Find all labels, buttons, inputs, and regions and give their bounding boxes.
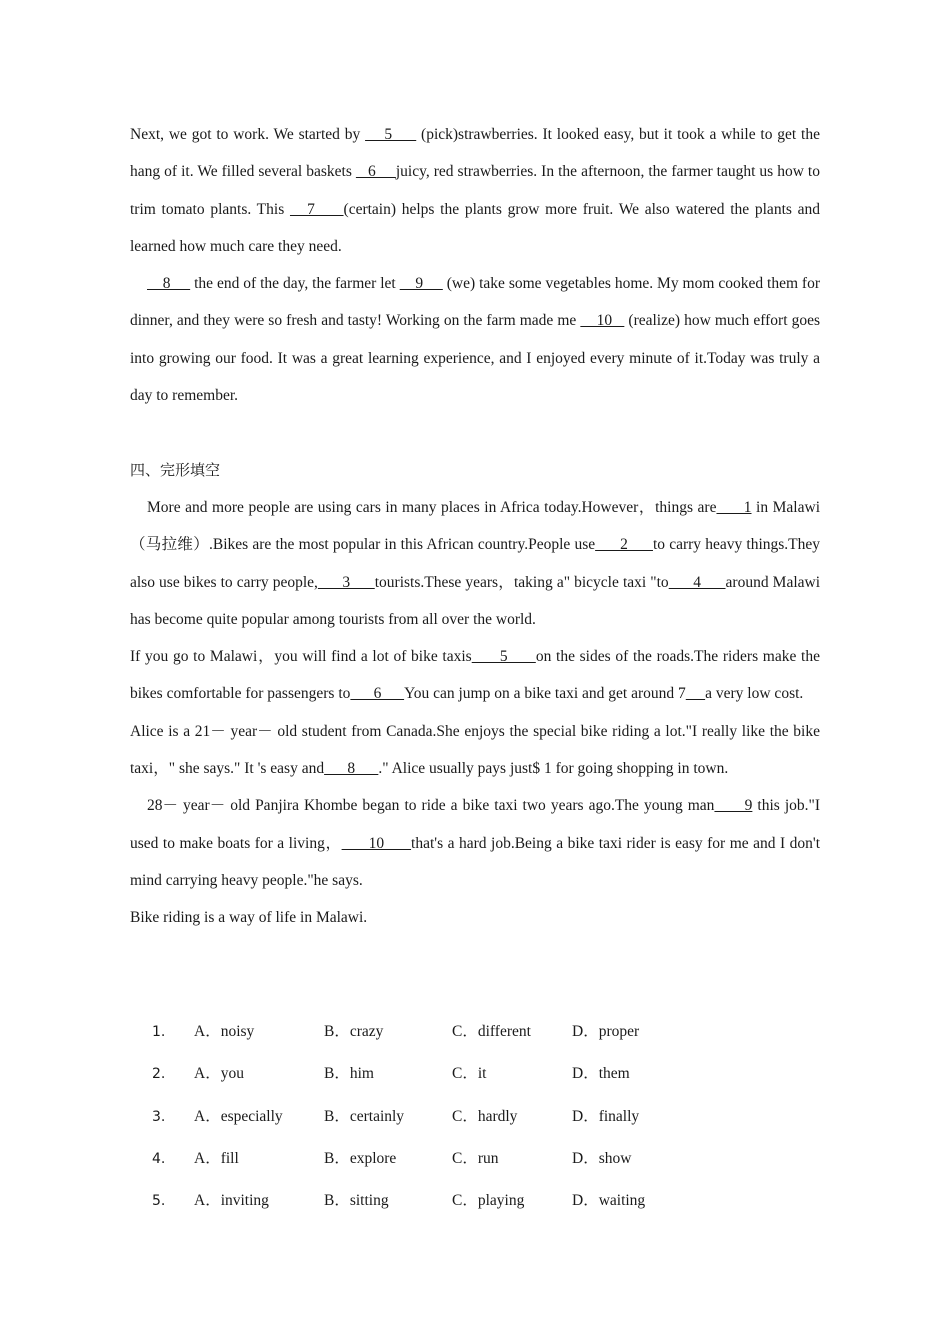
cloze-blank-7 [686,685,705,702]
option-row-5 [152,1187,712,1215]
option-c: C．run [452,1150,499,1167]
option-d: D．show [572,1150,632,1167]
cloze-blank-3: 3 [317,573,375,591]
option-row-1 [152,1018,712,1046]
cloze-blank-10: 10 [341,834,412,852]
option-c: C．it [452,1065,487,1082]
passage-2-paragraph-5: Bike riding is a way of life in Malawi. [130,909,368,927]
passage-2-paragraph-3: Alice is a 21－ year－ old student from Canada.She enjoys the special bike riding a lot."I really like the bike taxi，" she says." It 's easy and 8 ." Alice usually pays just$ 1 for going shopping in town. [130,722,820,778]
cloze-blank-2: 2 [595,536,653,554]
passage-1-paragraph-2: 8 the end of the day, the farmer let 9 (we) take some vegetables home. My mom cooked them for dinner, and they were so fresh and tasty! Working on the farm made me 10 (realize) how much effort goes into growing our food. It was a great learning experience, and I enjoyed every minute of it.Today was truly a day to remember. [130,275,821,405]
option-row-2 [152,1060,712,1088]
passage-2-paragraph-1: More and more people are using cars in many places in Africa today.However，things are 1 in Malawi（马拉维）.Bikes are the most popular in this African country.People use 2 to carry heavy things.They also use bikes to carry people, 3 tourists.These years，taking a" bicycle taxi "to 4 around Malawi has become quite popular among tourists from all over the world. [130,499,821,628]
blank-10: 10 [580,312,625,330]
option-b: B．certainly [324,1108,405,1125]
section-title: 四、完形填空 [130,461,221,479]
cloze-blank-8: 8 [324,760,379,778]
question-number: 4. [152,1151,166,1167]
question-number: 5. [152,1193,166,1209]
blank-6: 6 [355,163,396,181]
option-b: B．sitting [324,1192,389,1209]
option-c: C．playing [452,1192,525,1209]
cloze-blank-4: 4 [668,573,726,591]
option-c: C．different [452,1023,531,1040]
blank-5: 5 [365,126,417,143]
option-a: A．inviting [194,1192,269,1209]
cloze-blank-1: 1 [716,499,752,516]
question-number: 3. [152,1109,166,1125]
option-d: D．waiting [572,1192,646,1209]
option-row-4 [152,1145,712,1173]
passage-1 [130,116,820,414]
question-number: 1. [152,1024,166,1040]
option-c: C．hardly [452,1108,518,1125]
option-row-3 [152,1103,712,1131]
passage-2-paragraph-4: 28－ year－ old Panjira Khombe began to ride a bike taxi two years ago.The young man 9 this job."I used to make boats for a living， 10 that's a hard job.Being a bike taxi rider is easy for me and I don't mind carrying heavy people."he says. [130,797,821,889]
blank-7: 7 [289,200,344,218]
option-b: B．crazy [324,1023,384,1040]
option-b: B．explore [324,1150,397,1167]
option-b: B．him [324,1065,374,1082]
cloze-blank-9: 9 [714,797,753,815]
option-a: A．you [194,1065,244,1082]
cloze-blank-6: 6 [350,685,405,703]
passage-2 [130,489,820,937]
passage-2-paragraph-2: If you go to Malawi，you will find a lot of bike taxis 5 on the sides of the roads.The riders make the bikes comfortable for passengers to 6 You can jump on a bike taxi and get around 7 a very low cost. [130,648,820,703]
question-number: 2. [152,1066,166,1082]
option-a: A．noisy [194,1023,255,1040]
option-d: D．proper [572,1023,640,1040]
passage-1-paragraph-1: Next, we got to work. We started by 5 (pick)strawberries. It looked easy, but it took a while to get the hang of it. We filled several baskets 6 juicy, red strawberries. In the afternoon, the farmer taught us how to trim tomato plants. This 7 (certain) helps the plants grow more fruit. We also watered the plants and learned how much care they need. [130,126,821,255]
option-d: D．finally [572,1108,640,1125]
option-a: A．fill [194,1150,239,1167]
option-a: A．especially [194,1108,283,1125]
blank-9: 9 [399,275,443,293]
blank-8: 8 [147,275,191,293]
cloze-blank-5: 5 [471,648,536,666]
option-d: D．them [572,1065,630,1082]
